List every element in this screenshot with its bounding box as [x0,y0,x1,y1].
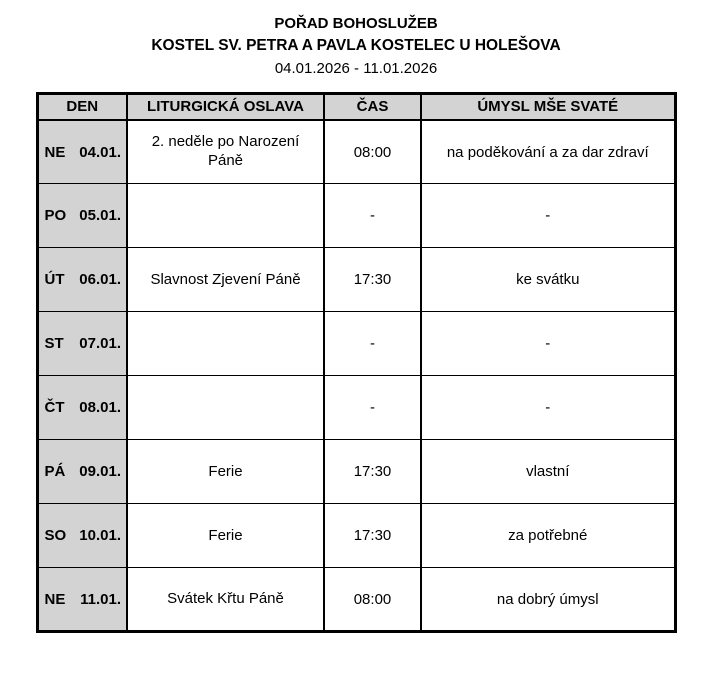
table-row [37,440,675,504]
day-cell [37,376,127,440]
day-cell [37,248,127,312]
day-abbrev: ČT [44,399,65,417]
day-wrap [39,591,127,608]
time-cell: 17:30 [324,440,421,504]
day-date: 04.01. [79,143,121,161]
day-date: 06.01. [79,271,121,289]
table-row [37,376,675,440]
day-date: 05.01. [79,207,121,225]
day-wrap [39,399,127,416]
day-wrap [39,527,127,544]
intention-cell: - [421,184,675,248]
column-header-time: ČAS [324,93,421,120]
day-cell [37,120,127,184]
time-cell: 17:30 [324,504,421,568]
celebration-cell: 2. neděle po Narození Páně [127,120,324,184]
intention-cell: na dobrý úmysl [421,568,675,632]
day-date: 11.01. [80,590,121,608]
day-cell [37,440,127,504]
day-cell [37,184,127,248]
column-header-day: DEN [37,93,127,120]
intention-cell: - [421,376,675,440]
day-abbrev: ÚT [44,271,65,289]
celebration-cell [127,376,324,440]
day-cell [37,312,127,376]
day-date: 10.01. [79,527,121,545]
page-title: POŘAD BOHOSLUŽEB [274,15,438,32]
celebration-cell: Ferie [127,440,324,504]
date-range: 04.01.2026 - 11.01.2026 [274,60,438,78]
table-row [37,504,675,568]
day-date: 09.01. [79,463,121,481]
column-header-liturgical-celebration: LITURGICKÁ OSLAVA [127,93,324,120]
day-cell [37,568,127,632]
celebration-cell: Ferie [127,504,324,568]
time-cell: - [324,312,421,376]
time-cell: 17:30 [324,248,421,312]
day-wrap [39,463,127,480]
day-date: 08.01. [79,399,121,417]
table-row [37,120,675,184]
intention-cell: vlastní [421,440,675,504]
celebration-cell: Svátek Křtu Páně [127,568,324,632]
table-row [37,184,675,248]
day-wrap [39,271,127,288]
table-row [37,312,675,376]
time-cell: - [324,184,421,248]
intention-cell: - [421,312,675,376]
day-abbrev: NE [44,590,66,608]
time-cell: 08:00 [324,568,421,632]
intention-cell: za potřebné [421,504,675,568]
time-cell: 08:00 [324,120,421,184]
celebration-cell [127,312,324,376]
celebration-cell: Slavnost Zjevení Páně [127,248,324,312]
table-row [37,568,675,632]
church-name: KOSTEL SV. PETRA A PAVLA KOSTELEC U HOLEŠOVA [151,36,561,54]
day-abbrev: ST [44,335,64,353]
day-wrap [39,207,127,224]
time-cell: - [324,376,421,440]
day-abbrev: PO [44,207,67,225]
day-date: 07.01. [79,335,121,353]
day-abbrev: SO [44,527,67,545]
day-abbrev: NE [44,143,66,161]
column-header-mass-intention: ÚMYSL MŠE SVATÉ [421,93,675,120]
day-abbrev: PÁ [44,463,66,481]
page-header [0,13,712,80]
table-row [37,248,675,312]
intention-cell: ke svátku [421,248,675,312]
schedule-table [36,92,677,634]
day-cell [37,504,127,568]
table-body [37,120,675,632]
day-wrap [39,335,127,352]
table-header-row [37,93,675,120]
celebration-cell [127,184,324,248]
day-wrap [39,144,127,161]
intention-cell: na poděkování a za dar zdraví [421,120,675,184]
